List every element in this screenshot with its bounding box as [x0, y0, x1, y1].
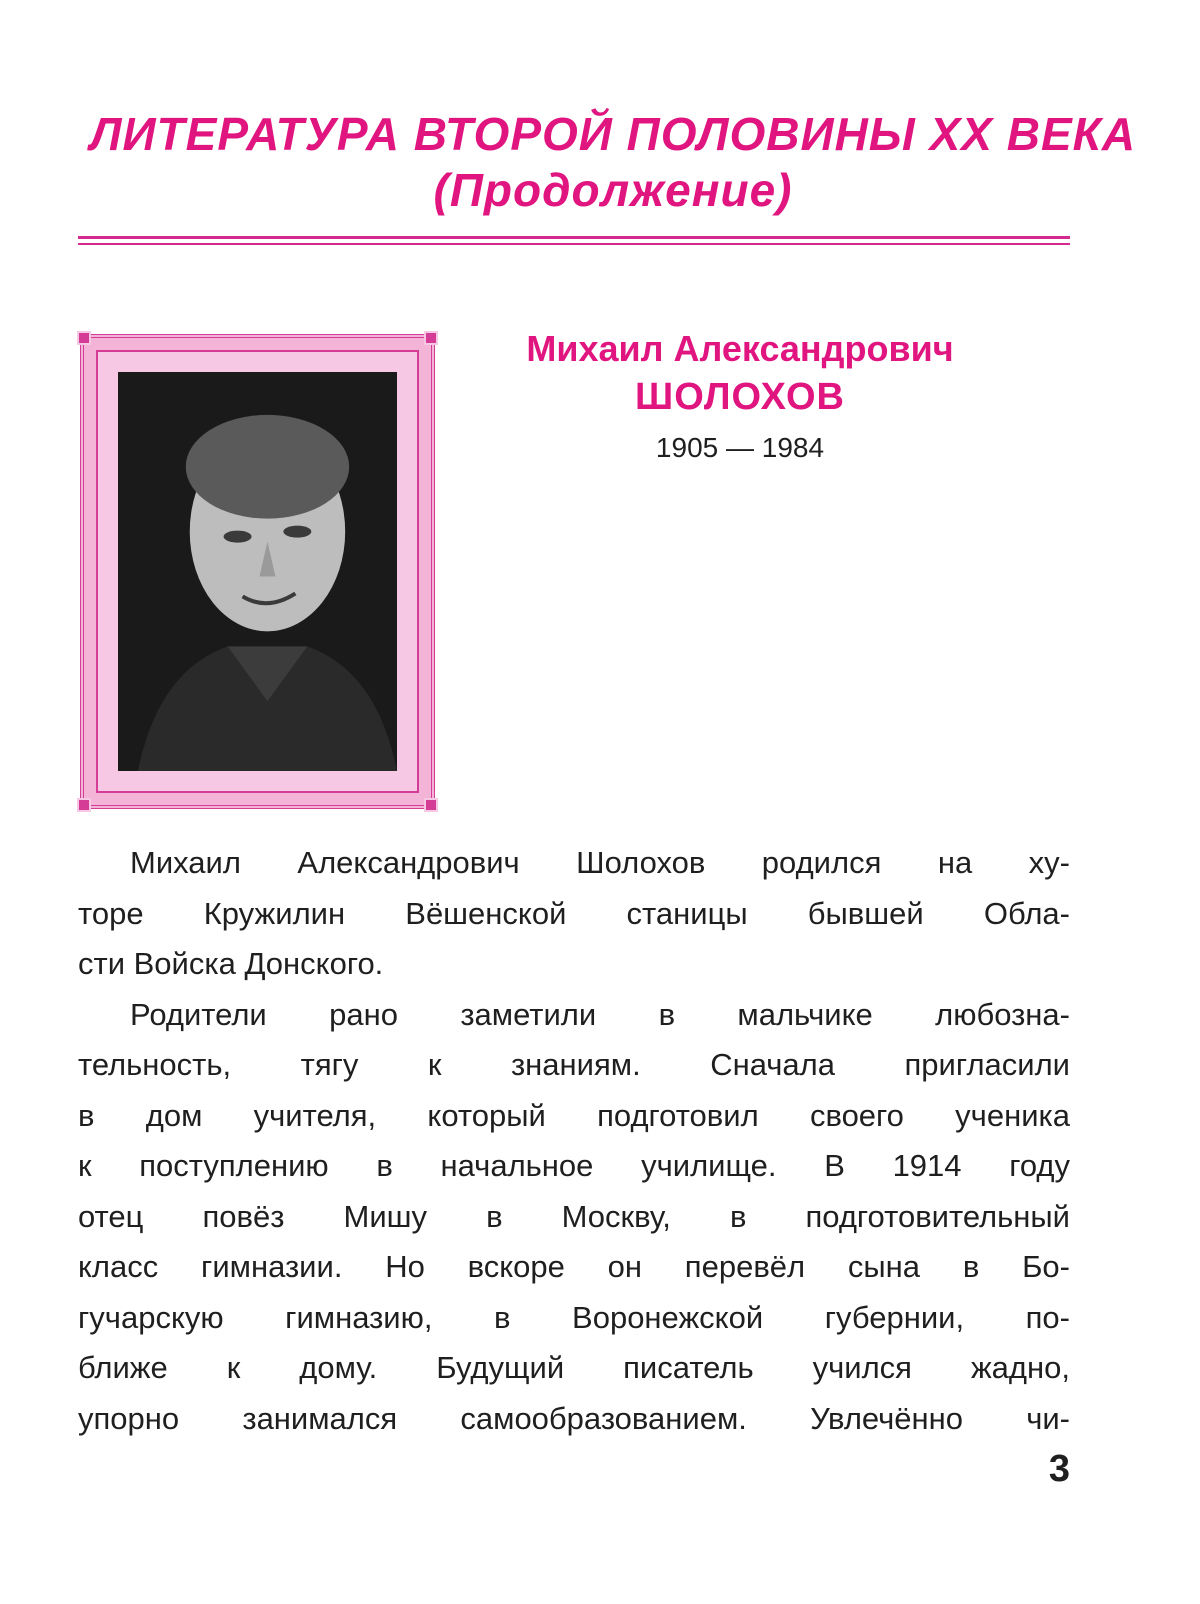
text-line: ближе к дому. Будущий писатель учился жадно, [78, 1350, 1070, 1385]
text-line: класс гимназии. Но вскоре он перевёл сына в Бо- [78, 1249, 1070, 1284]
frame-corner-ornament [77, 331, 91, 345]
text-line: упорно занимался самообразованием. Увлечённо чи- [78, 1400, 1070, 1436]
author-portrait-photo [118, 372, 397, 771]
author-last-name: ШОЛОХОВ [635, 376, 845, 418]
text-line: Родители рано заметили в мальчике любозна- [130, 996, 1070, 1032]
text-line: отец повёз Мишу в Москву, в подготовительный [78, 1198, 1070, 1234]
title-divider-bottom [78, 243, 1070, 245]
frame-corner-ornament [77, 798, 91, 812]
page-number: 3 [1048, 1448, 1070, 1490]
section-subtitle: (Продолжение) [433, 164, 793, 216]
portrait-silhouette [118, 372, 397, 771]
portrait-frame [80, 334, 435, 809]
text-line: гучарскую гимназию, в Воронежской губернии, по- [78, 1299, 1070, 1335]
section-title: ЛИТЕРАТУРА ВТОРОЙ ПОЛОВИНЫ XX ВЕКА [89, 108, 1137, 160]
author-life-years: 1905 — 1984 [655, 432, 825, 463]
text-line: тельность, тягу к знаниям. Сначала пригласили [78, 1047, 1070, 1082]
text-line: торе Кружилин Вёшенской станицы бывшей Обла- [78, 895, 1070, 931]
text-line: сти Войска Донского. [78, 946, 384, 981]
title-divider-top [78, 236, 1070, 239]
author-first-names: Михаил Александрович [526, 328, 954, 369]
text-line: к поступлению в начальное училище. В 1914 году [78, 1148, 1070, 1183]
text-line: в дом учителя, который подготовил своего ученика [78, 1097, 1070, 1133]
frame-corner-ornament [424, 798, 438, 812]
text-line: Михаил Александрович Шолохов родился на ху- [130, 845, 1070, 880]
frame-corner-ornament [424, 331, 438, 345]
biography-text [78, 838, 1070, 1444]
